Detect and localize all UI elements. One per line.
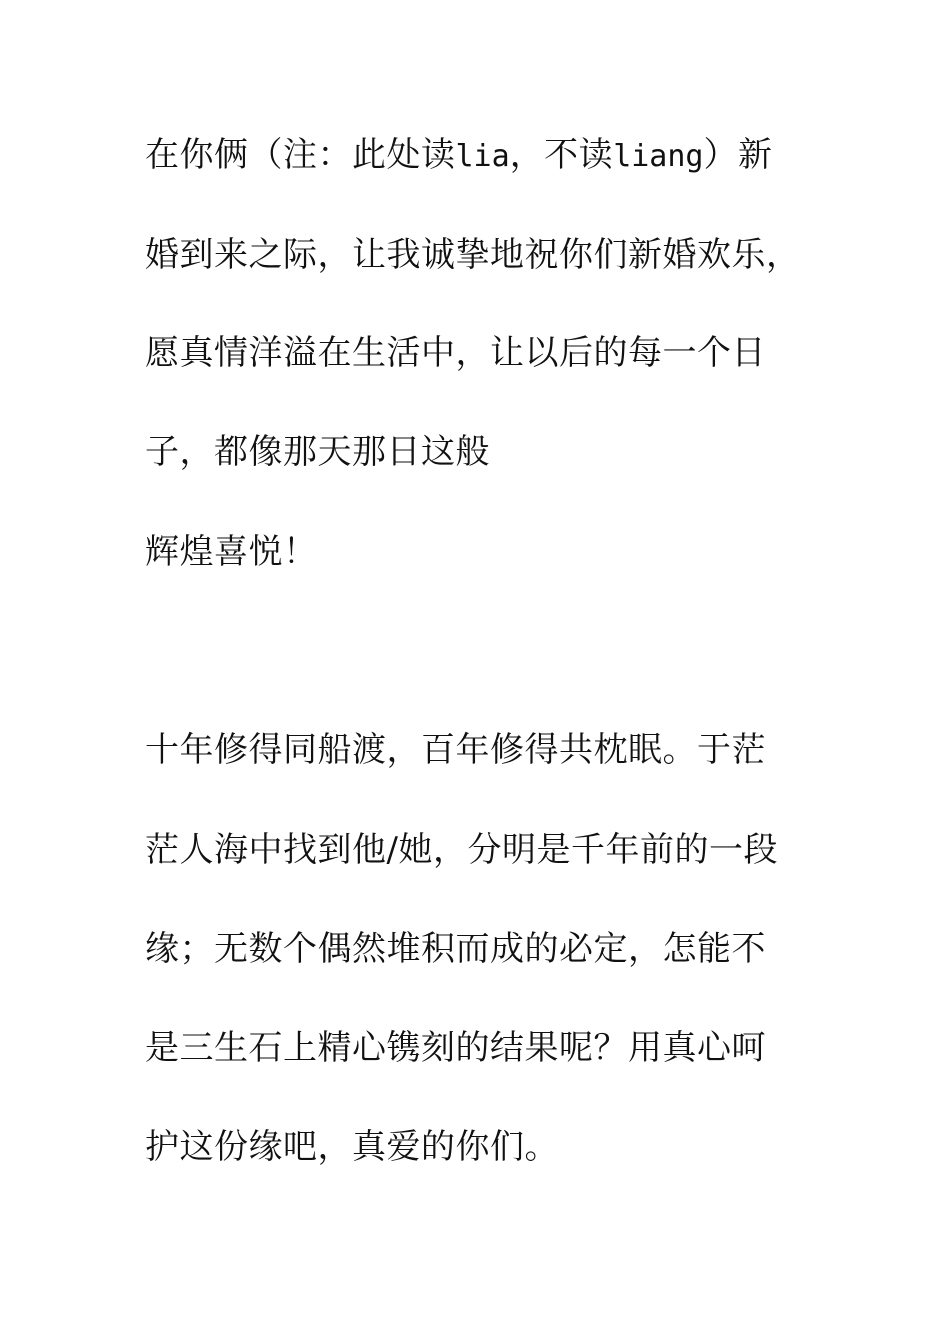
paragraph-2-line-4: 是三生石上精心镌刻的结果呢？用真心呵 — [145, 1028, 766, 1068]
paragraph-1-line-5: 辉煌喜悦！ — [145, 532, 318, 572]
text-run-latin: liang — [613, 139, 704, 174]
text-run: 在你俩（注：此处读 — [145, 135, 456, 175]
paragraph-2-line-1: 十年修得同船渡，百年修得共枕眠。于茫 — [145, 730, 766, 770]
paragraph-1-line-3: 愿真情洋溢在生活中，让以后的每一个日 — [145, 333, 766, 373]
paragraph-2-line-2: 茫人海中找到他/她，分明是千年前的一段 — [145, 830, 778, 870]
paragraph-1-line-2: 婚到来之际，让我诚挚地祝你们新婚欢乐， — [145, 235, 801, 275]
text-run: ，不读 — [509, 135, 614, 175]
paragraph-2-line-5: 护这份缘吧，真爱的你们。 — [145, 1127, 559, 1167]
paragraph-1-line-1 — [145, 135, 773, 177]
paragraph-2-line-3: 缘；无数个偶然堆积而成的必定，怎能不 — [145, 929, 766, 969]
paragraph-1-line-4: 子，都像那天那日这般 — [145, 432, 490, 472]
text-run-latin: lia — [455, 139, 510, 174]
text-run: ）新 — [703, 135, 773, 175]
